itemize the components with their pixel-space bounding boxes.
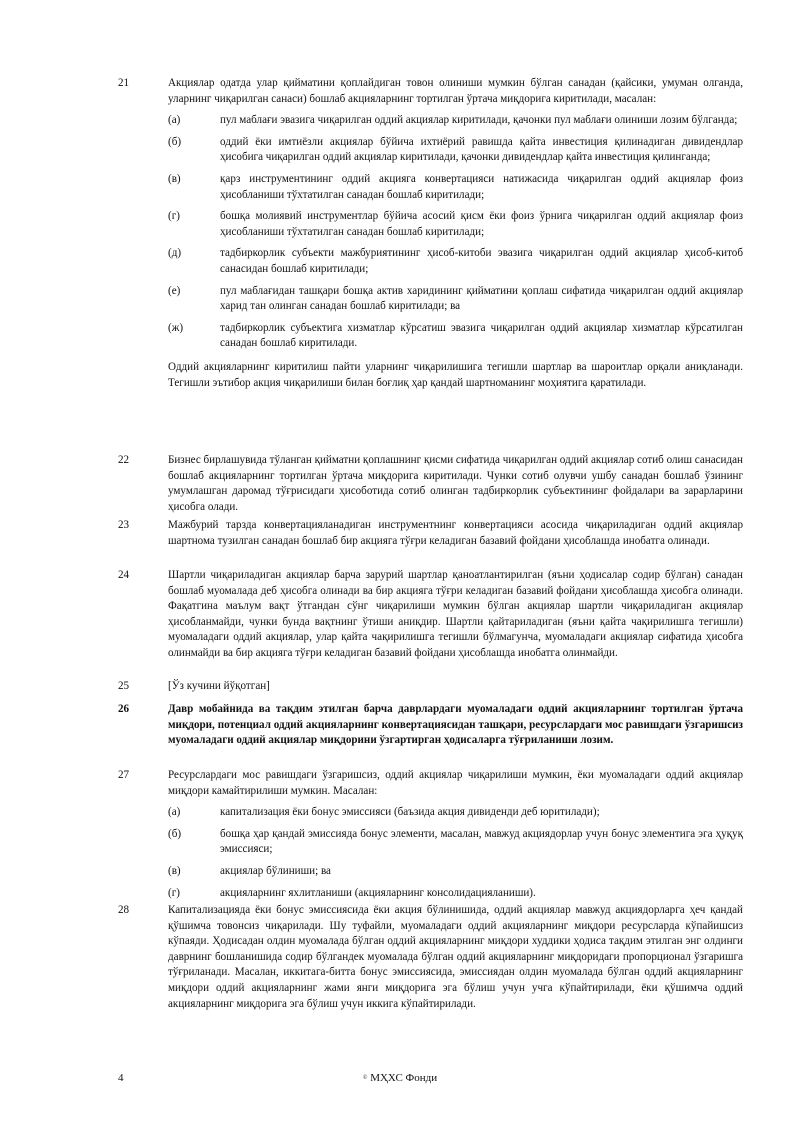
paragraph-24 (118, 568, 743, 662)
list-item-text: пул маблағи эвазига чиқарилган оддий акциялар киритилади, қачонки пул маблағи олиниши лозим бўлганда; (220, 114, 738, 127)
paragraph-text: Мажбурий тарзда конвертацияланадиган инструментнинг конвертацияси асосида чиқариладиган оддий акциялар шартнома тузилган санадан бошлаб бир акцияга тўғри келадиган базавий фойдани ҳисоблашда инобатга олинади. (168, 519, 743, 547)
list-item (168, 113, 743, 129)
list-item-text: пул маблағидан ташқари бошқа актив харидининг қийматини қоплаш сифатида чиқарилган оддий акциялар харид тан олинган санадан бошлаб киритилади; ва (220, 284, 743, 313)
copyright-symbol: © (362, 1075, 368, 1081)
paragraph-text: [Ўз кучини йўқотган] (168, 680, 270, 692)
paragraph-number: 25 (118, 680, 130, 692)
paragraph-number: 23 (118, 519, 130, 531)
list-item-label: (д) (168, 247, 182, 260)
paragraph-28 (118, 903, 743, 1012)
list-item-label: (а) (168, 806, 181, 819)
list-item-text: қарз инструментининг оддий акцияга конвертацияси натижасида чиқарилган оддий акциялар фоиз ҳисобланиши тўхтатилган санадан бошлаб киритилади; (220, 172, 743, 201)
paragraph-22 (118, 453, 743, 515)
paragraph-21 (118, 76, 743, 391)
paragraph-25 (118, 679, 743, 695)
paragraph-number: 24 (118, 569, 130, 581)
list-item-text: бошқа молиявий инструментлар бўйича асосий қисм ёки фоиз ўрнига чиқарилган оддий акциялар фоиз ҳисобланиши тўхтатилган санадан бошлаб киритилади; (220, 210, 743, 238)
list-item (168, 172, 743, 203)
list-item-label: (б) (168, 135, 182, 148)
copyright-notice (0, 1071, 800, 1087)
copyright-text: МҲХС Фонди (370, 1072, 438, 1084)
list-item-text: акцияларнинг яхлитланиши (акцияларнинг консолидацияланиши). (220, 886, 536, 899)
paragraph-number: 21 (118, 77, 130, 89)
list-item-label: (ж) (168, 321, 184, 334)
paragraph-number: 27 (118, 769, 130, 781)
list-item (168, 284, 743, 315)
paragraph-text: Акциялар одатда улар қийматини қоплайдиган товон олиниши мумкин бўлган санадан (қайсики, умуман олганда, уларнинг чиқарилган санаси) бошлаб акцияларнинг тортилган ўртача миқдорига киритилади, масалан: (168, 77, 743, 105)
list-item-text: оддий ёки имтиёзли акциялар бўйича ихтиёрий равишда қайта инвестиция қилинадиган дивидендлар ҳисобига чиқарилган оддий акциялар киритилади, қачонки дивидендлар қайта инвестиция қилинганда; (220, 135, 743, 164)
paragraph-body (168, 76, 743, 391)
paragraph-23 (118, 518, 743, 549)
list-item-text: акциялар бўлиниши; ва (220, 864, 331, 877)
list-item (168, 209, 743, 240)
page-number: 4 (118, 1072, 124, 1084)
list-item (168, 135, 743, 166)
list-item (168, 246, 743, 277)
paragraph-note: Оддий акцияларнинг киритилиш пайти уларнинг чиқарилишига тегишли шартлар ва шароитлар орқали аниқланади. Тегишли эътибор акция чиқарилиши билан боғлиқ ҳар қандай шартноманинг моҳиятига қаратилади. (168, 360, 743, 389)
list-item-text: тадбиркорлик субъекти мажбуриятининг ҳисоб-китоби эвазига чиқарилган оддий акциялар ҳисоб-китоб санасидан бошлаб киритилади; (220, 247, 743, 275)
list-item (168, 886, 743, 902)
paragraph-text: Давр мобайнида ва тақдим этилган барча даврлардаги муомаладаги оддий акцияларнинг тортилган ўртача миқдори, потенциал оддий акцияларнинг конвертациясидан ташқари, ресурслардаги мос равишдаги ўзгаришсиз муомаладаги оддий акциялар миқдорини ўзгартирган ҳодисаларга тўғриланиши лозим. (168, 703, 743, 747)
paragraph-text: Ресурслардаги мос равишдаги ўзгаришсиз, оддий акциялар чиқарилиши мумкин, ёки муомаладаги оддий акциялар миқдори камайтирилиши мумкин. Масалан: (168, 769, 743, 797)
list-item-label: (е) (168, 284, 181, 297)
paragraph-number: 22 (118, 454, 130, 466)
list-item (168, 827, 743, 858)
list-item-label: (б) (168, 827, 182, 840)
list-item-label: (г) (168, 210, 180, 223)
paragraph-text: Шартли чиқариладиган акциялар барча зарурий шартлар қаноатлантирилган (яъни ҳодисалар содир бўлган) санадан бошлаб муомалада деб ҳисобга олинади ва бир акцияга тўғри келадиган базавий фойдани ҳисоблашда ҳисобга олинади. Фақатгина маълум вақт ўтгандан сўнг чиқарилиши мумкин бўлган акциялар шартли чиқариладиган акциялар ҳисобланмайди, чунки бунда вақтнинг ўтиши аниқдир. Шартли қайтариладиган (яъни қайта чақирилишга тегишли) муомаладаги оддий акциялар, улар қайта чақирилишга тегишли бўлмагунча, муомаладаги акциялар сифатида ҳисобга олинмайди ва бир акцияга тўғри келадиган базавий фойдани ҳисоблашда инобатга олинмайди. (168, 569, 743, 659)
paragraph-27 (118, 768, 743, 901)
paragraph-number: 26 (118, 703, 130, 715)
paragraph-body (168, 768, 743, 901)
list-item-label: (в) (168, 172, 181, 185)
list-item-text: капитализация ёки бонус эмиссияси (баъзида акция дивиденди деб юритилади); (220, 806, 600, 819)
paragraph-26 (118, 702, 743, 749)
paragraph-text: Капитализацияда ёки бонус эмиссиясида ёки акция бўлинишида, оддий акциялар мавжуд акциядорларга ҳеч қандай қўшимча товонсиз чиқарилади. Шу туфайли, муомаладаги оддий акцияларнинг миқдори ресурсларда кўпайишсиз кўпаяди. Ҳодисадан олдин муомалада бўлган оддий акцияларнинг миқдори худдики ҳодиса тақдим этилган энг олдинги даврнинг бошланишида содир бўлгандек муомалада бўлган оддий акцияларнинг миқдоридаги пропорционал ўзгаришга тўғриланади. Масалан, иккитага-битта бонус эмиссиясида, эмиссиядан олдин муомалада бўлган оддий акцияларнинг миқдори оддий акцияларнинг жами янги миқдорига эга бўлиш учун учга кўпайтирилади, ёки қўшимча оддий акцияларнинг миқдорига эга бўлиш учун иккига кўпайтирилади. (168, 904, 743, 1010)
paragraph-text: Бизнес бирлашувида тўланган қийматни қоплашнинг қисми сифатида чиқарилган оддий акциялар сотиб олиш санасидан бошлаб акцияларнинг тортилган ўртача миқдорига киритилади. Чунки сотиб олувчи ушбу санадан бошлаб ўзининг умумлашган даромад тўғрисидаги ҳисоботида сотиб олинган тадбиркорлик субъектининг фойдалари ва зарарларини ҳисобга олади. (168, 454, 743, 513)
list-item-text: тадбиркорлик субъектига хизматлар кўрсатиш эвазига чиқарилган оддий акциялар хизматлар кўрсатилган санадан бошлаб киритилади. (220, 321, 743, 350)
list-item-text: бошқа ҳар қандай эмиссияда бонус элементи, масалан, мавжуд акциядорлар учун бонус элементига эга ҳуқуқ эмиссияси; (220, 827, 743, 856)
list-item (168, 864, 743, 880)
list-item (168, 805, 743, 821)
list-item-label: (г) (168, 886, 180, 899)
list-item-label: (а) (168, 114, 181, 127)
list-item-label: (в) (168, 864, 181, 877)
list-item (168, 321, 743, 352)
paragraph-number: 28 (118, 904, 130, 916)
